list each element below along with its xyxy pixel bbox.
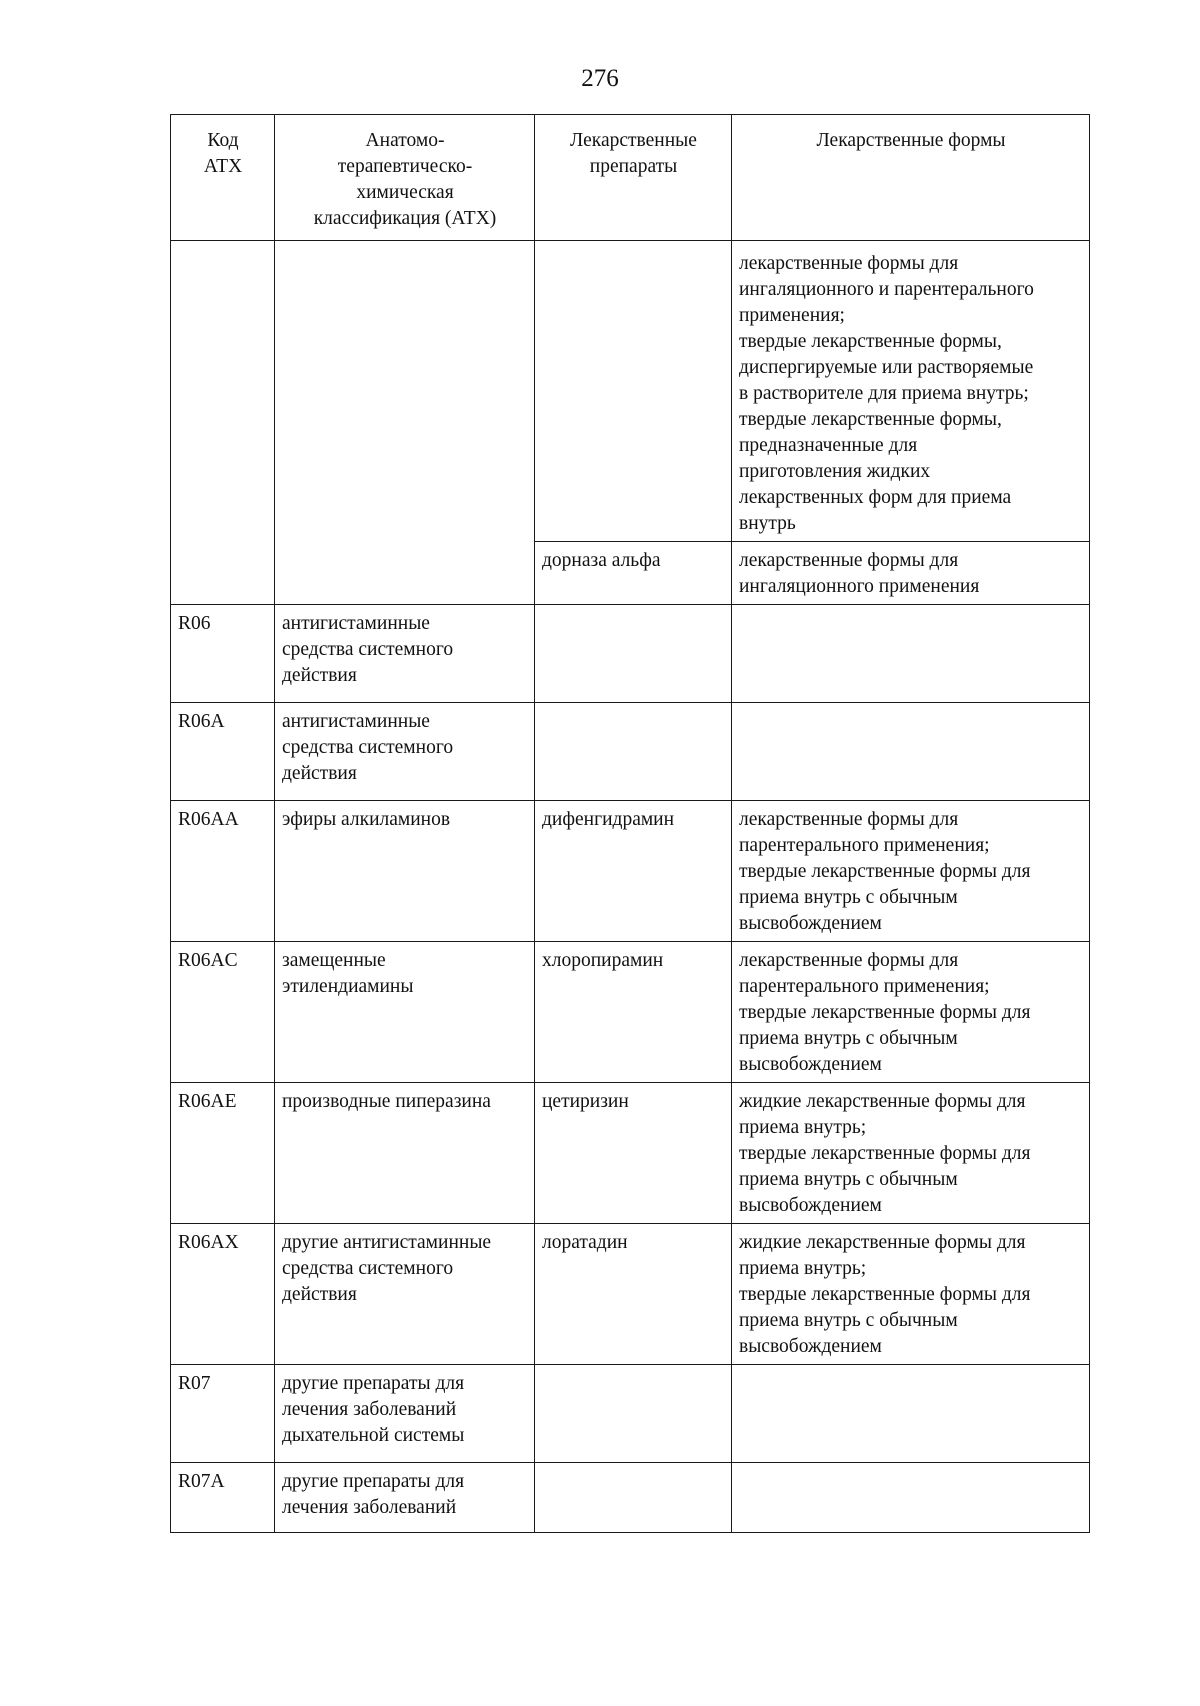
cell-drug: дифенгидрамин	[535, 801, 732, 942]
cell-code: R06AC	[171, 942, 275, 1083]
cell-classification: производные пиперазина	[275, 1083, 535, 1224]
cell-code: R07A	[171, 1463, 275, 1533]
table-row	[171, 703, 1090, 801]
cell-forms: лекарственные формы для ингаляционного применения	[732, 542, 1090, 605]
header-classification: Анатомо- терапевтическо- химическая классификация (АТХ)	[275, 115, 535, 241]
cell-classification: другие антигистаминные средства системного действия	[275, 1224, 535, 1365]
cell-forms: лекарственные формы для парентерального применения; твердые лекарственные формы для приема внутрь с обычным высвобождением	[732, 942, 1090, 1083]
cell-code: R06A	[171, 703, 275, 801]
cell-drug: дорназа альфа	[535, 542, 732, 605]
header-drugs: Лекарственные препараты	[535, 115, 732, 241]
cell-classification: антигистаминные средства системного действия	[275, 605, 535, 703]
cell-drug: хлоропирамин	[535, 942, 732, 1083]
cell-drug	[535, 605, 732, 703]
cell-forms: лекарственные формы для парентерального применения; твердые лекарственные формы для приема внутрь с обычным высвобождением	[732, 801, 1090, 942]
table-row	[171, 605, 1090, 703]
cell-code: R07	[171, 1365, 275, 1463]
table-row	[171, 1224, 1090, 1365]
cell-classification-empty	[275, 241, 535, 605]
table-row	[171, 241, 1090, 542]
cell-forms	[732, 605, 1090, 703]
cell-forms: жидкие лекарственные формы для приема внутрь; твердые лекарственные формы для приема внутрь с обычным высвобождением	[732, 1224, 1090, 1365]
table-header-row	[171, 115, 1090, 241]
cell-code: R06AE	[171, 1083, 275, 1224]
cell-forms	[732, 1463, 1090, 1533]
cell-drug: цетиризин	[535, 1083, 732, 1224]
cell-forms	[732, 703, 1090, 801]
cell-drug-empty	[535, 241, 732, 542]
header-forms: Лекарственные формы	[732, 115, 1090, 241]
cell-forms-continuation: лекарственные формы для ингаляционного и парентерального применения; твердые лекарственные формы, диспергируемые или растворяемые в растворителе для приема внутрь; твердые лекарственные формы, предназначенные для приготовления жидких лекарственных форм для приема внутрь	[732, 241, 1090, 542]
cell-classification: другие препараты для лечения заболеваний	[275, 1463, 535, 1533]
table-row	[171, 1365, 1090, 1463]
table-row	[171, 1083, 1090, 1224]
cell-code: R06AX	[171, 1224, 275, 1365]
page-number: 276	[581, 65, 619, 92]
cell-drug	[535, 1463, 732, 1533]
cell-code-empty	[171, 241, 275, 605]
table-row	[171, 801, 1090, 942]
cell-forms: жидкие лекарственные формы для приема внутрь; твердые лекарственные формы для приема внутрь с обычным высвобождением	[732, 1083, 1090, 1224]
header-code: Код АТХ	[171, 115, 275, 241]
cell-code: R06	[171, 605, 275, 703]
cell-drug	[535, 1365, 732, 1463]
cell-forms	[732, 1365, 1090, 1463]
cell-drug	[535, 703, 732, 801]
cell-drug: лоратадин	[535, 1224, 732, 1365]
cell-classification: антигистаминные средства системного действия	[275, 703, 535, 801]
table-row	[171, 1463, 1090, 1533]
cell-classification: замещенные этилендиамины	[275, 942, 535, 1083]
table-row	[171, 942, 1090, 1083]
cell-classification: другие препараты для лечения заболеваний дыхательной системы	[275, 1365, 535, 1463]
cell-code: R06AA	[171, 801, 275, 942]
atc-drug-table	[170, 114, 1090, 1533]
cell-classification: эфиры алкиламинов	[275, 801, 535, 942]
